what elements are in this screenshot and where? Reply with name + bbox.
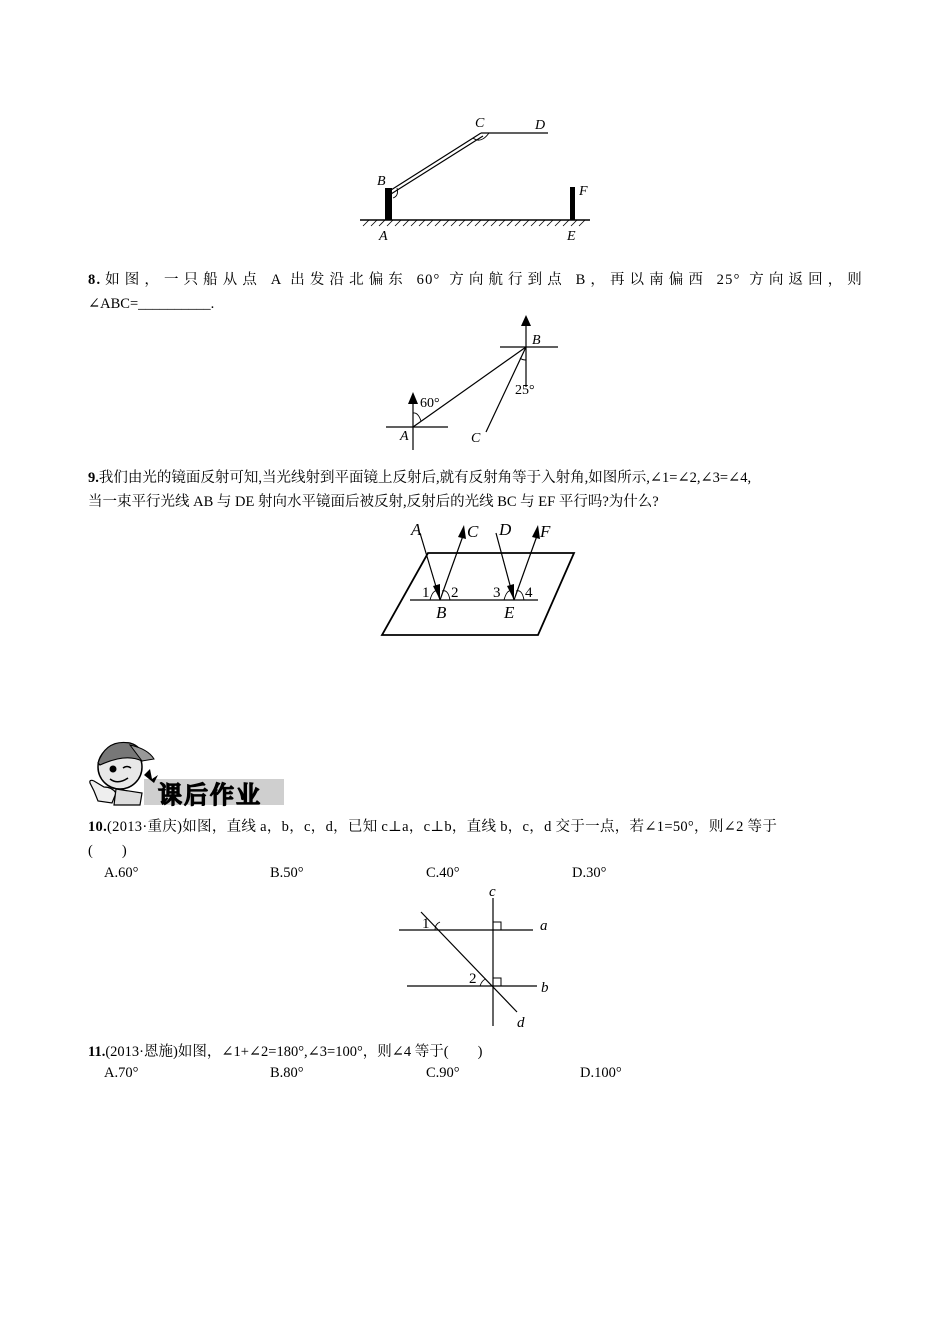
label-F: F [579, 184, 588, 199]
option-d: D.100° [580, 1065, 622, 1081]
question-10-number: 10. [88, 819, 108, 835]
figure-q7 [355, 110, 595, 245]
question-8 [88, 268, 863, 316]
label-C: C [471, 431, 481, 446]
label-25: 25° [515, 383, 535, 398]
option-d: D.30° [572, 865, 607, 881]
question-8-number: 8. [88, 272, 102, 288]
label-2: 2 [451, 585, 459, 601]
post-ef [570, 187, 575, 220]
question-9-number: 9. [88, 470, 99, 486]
question-10-text-1: (2013·重庆)如图，直线 a，b，c，d，已知 c⊥a，c⊥b，直线 b，c，d 交于一点，若∠1=50°，则∠2 等于 [107, 819, 778, 835]
question-10-line-1 [88, 815, 863, 839]
option-b: B.80° [270, 1065, 304, 1081]
homework-banner [86, 735, 286, 807]
option-c: C.40° [426, 865, 460, 881]
question-11-line [88, 1040, 863, 1064]
north-arrow-b-icon [521, 315, 531, 326]
north-arrow-a-icon [408, 392, 418, 404]
question-8-line-2: ∠ABC=__________. [88, 296, 215, 312]
option-c: C.90° [426, 1065, 460, 1081]
label-A: A [379, 229, 388, 244]
post-ab [385, 188, 392, 220]
arrow-ef-icon [532, 525, 540, 539]
figure-q8 [380, 312, 570, 452]
question-8-line-1 [88, 268, 863, 292]
mirror-plane [382, 553, 574, 635]
label-C: C [467, 522, 479, 541]
label-B: B [436, 603, 447, 622]
label-1: 1 [422, 916, 430, 932]
banner-title: 课后作业 [158, 781, 262, 809]
label-E: E [504, 603, 515, 622]
beam-bc-2 [391, 136, 483, 194]
question-11-text: (2013·恩施)如图，∠1+∠2=180°,∠3=100°，则∠4 等于( ) [105, 1044, 483, 1060]
question-8-text-1: 如图，一只船从点 A 出发沿北偏东 60° 方向航行到点 B，再以南偏西 25° 方向返回，则 [101, 272, 863, 288]
question-9-line-1 [88, 466, 863, 490]
label-F: F [540, 522, 551, 541]
label-D: D [499, 520, 512, 539]
label-E: E [567, 229, 576, 244]
label-A: A [411, 520, 422, 539]
question-10-line-2: ( ) [88, 843, 127, 859]
angle-60-arc [413, 413, 421, 421]
label-A: A [400, 429, 409, 444]
label-B: B [377, 174, 386, 189]
question-9-text-1: 我们由光的镜面反射可知,当光线射到平面镜上反射后,就有反射角等于入射角,如图所示,∠1=∠2,∠3=∠4, [98, 470, 752, 486]
label-a: a [540, 918, 548, 934]
option-a: A.70° [104, 1065, 139, 1081]
question-11 [88, 1040, 863, 1064]
label-d: d [517, 1015, 525, 1031]
right-angle-a [493, 922, 501, 930]
label-2: 2 [469, 971, 477, 987]
angle-2-arc [480, 979, 486, 986]
label-c: c [489, 884, 496, 900]
figure-q10 [395, 882, 565, 1032]
label-3: 3 [493, 585, 501, 601]
beam-bc [391, 133, 481, 190]
arrow-bc-icon [458, 525, 466, 539]
label-60: 60° [420, 396, 440, 411]
question-11-number: 11. [88, 1044, 106, 1060]
question-9 [88, 466, 863, 514]
figure-q9 [378, 515, 578, 640]
segment-ab [413, 347, 526, 427]
right-angle-b [493, 978, 501, 986]
label-C: C [475, 116, 485, 131]
option-a: A.60° [104, 865, 139, 881]
label-b: b [541, 980, 549, 996]
label-D: D [535, 118, 546, 133]
angle-25-arc [520, 358, 526, 360]
label-1: 1 [422, 585, 430, 601]
label-B: B [532, 333, 541, 348]
question-9-line-2: 当一束平行光线 AB 与 DE 射向水平镜面后被反射,反射后的光线 BC 与 EF 平行吗?为什么? [88, 494, 659, 510]
ground-hatching [363, 220, 585, 226]
label-4: 4 [525, 585, 533, 601]
question-10 [88, 815, 863, 863]
option-b: B.50° [270, 865, 304, 881]
